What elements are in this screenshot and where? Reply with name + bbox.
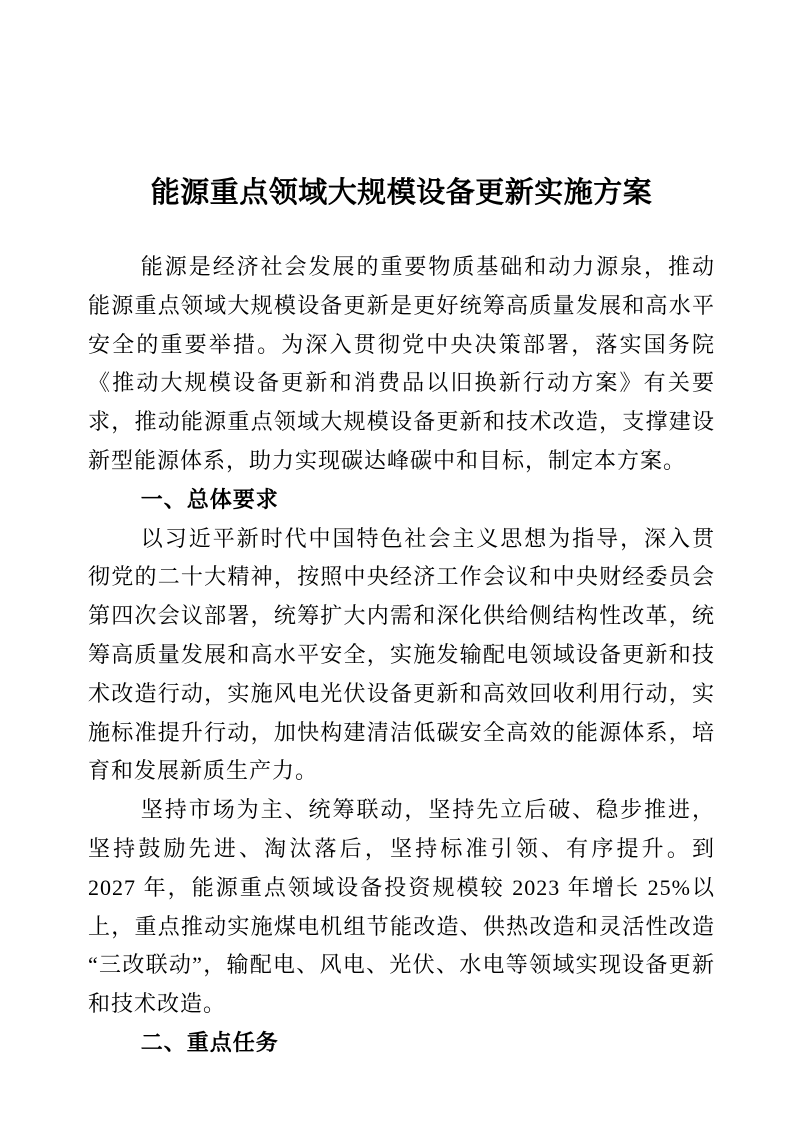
paragraph-guiding-ideology: 以习近平新时代中国特色社会主义思想为指导，深入贯彻党的二十大精神，按照中央经济工作会议和中央财经委员会第四次会议部署，统筹扩大内需和深化供给侧结构性改革，统筹高质量发展和高水平安全，实施发输配电领域设备更新和技术改造行动，实施风电光伏设备更新和高效回收利用行动，实施标准提升行动，加快构建清洁低碳安全高效的能源体系，培育和发展新质生产力。 bbox=[88, 525, 715, 784]
paragraph-principles-and-targets: 坚持市场为主、统筹联动，坚持先立后破、稳步推进，坚持鼓励先进、淘汰落后，坚持标准引领、有序提升。到 2027 年，能源重点领域设备投资规模较 2023 年增长 25%以上，重点推动实施煤电机组节能改造、供热改造和灵活性改造“三改联动”，输配电、风电、光伏、水电等领域实现设备更新和技术改造。 bbox=[88, 797, 716, 1017]
heading-section-1-overall-requirements: 一、总体要求 bbox=[140, 486, 279, 512]
document-title: 能源重点领域大规模设备更新实施方案 bbox=[150, 177, 653, 209]
heading-section-2-key-tasks: 二、重点任务 bbox=[140, 1029, 279, 1055]
paragraph-intro: 能源是经济社会发展的重要物质基础和动力源泉，推动能源重点领域大规模设备更新是更好统筹高质量发展和高水平安全的重要举措。为深入贯彻党中央决策部署，落实国务院《推动大规模设备更新和消费品以旧换新行动方案》有关要求，推动能源重点领域大规模设备更新和技术改造，支撑建设新型能源体系，助力实现碳达峰碳中和目标，制定本方案。 bbox=[88, 254, 715, 473]
